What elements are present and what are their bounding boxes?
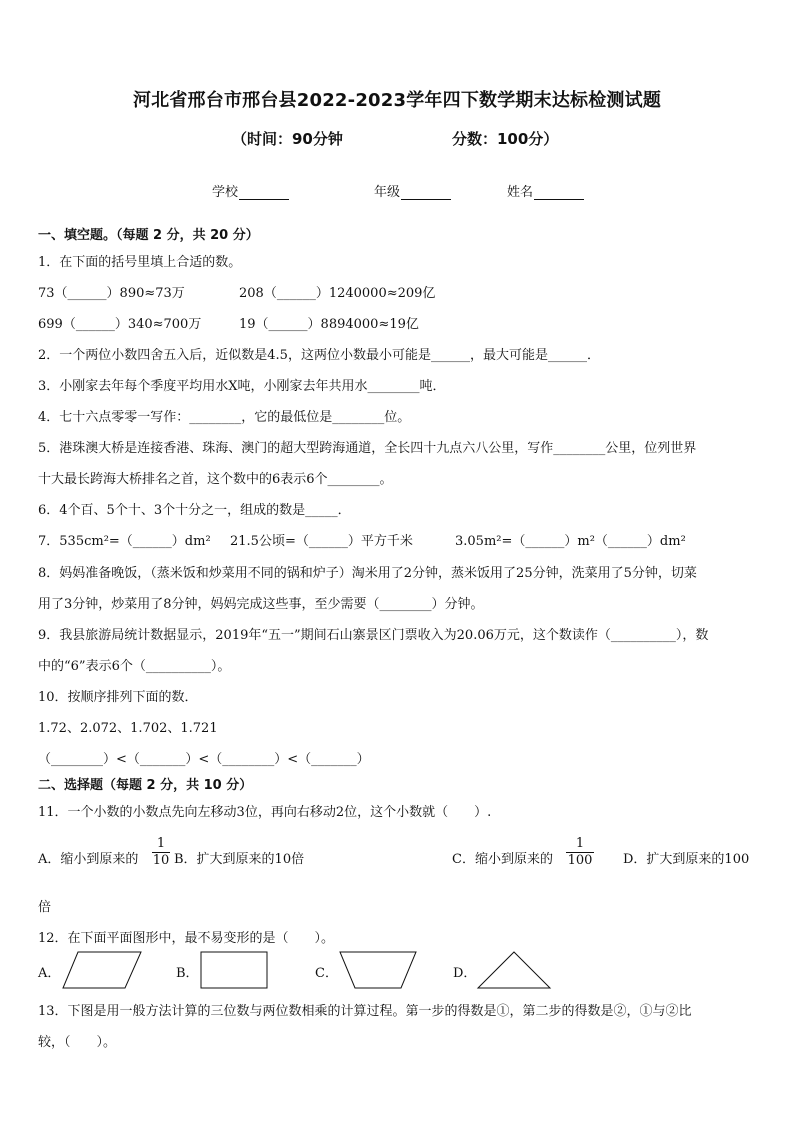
q11-option-c: C．缩小到原来的 (452, 852, 553, 867)
grade-blank (401, 187, 451, 200)
q11-option-a: A．缩小到原来的 (38, 852, 139, 867)
q1-item-a: 73（______）890≈73万 (38, 286, 185, 301)
q13-line1: 13．下图是用一般方法计算的三位数与两位数相乘的计算过程。第一步的得数是①，第二步的得数是②，①与②比 (38, 1004, 692, 1019)
section2-heading: 二、选择题（每题 2 分，共 10 分） (38, 778, 253, 793)
q12-option-b: B． (176, 966, 199, 981)
rectangle-icon (200, 951, 268, 989)
parallelogram-icon (62, 951, 142, 989)
q4: 4．七十六点零零一写作：________，它的最低位是________位。 (38, 410, 411, 425)
school-blank (239, 187, 289, 200)
q1-item-b: 208（______）1240000≈209亿 (239, 286, 436, 301)
q11-option-b: B．扩大到原来的10倍 (174, 852, 305, 867)
name-label: 姓名 (507, 185, 534, 200)
q2: 2．一个两位小数四舍五入后，近似数是4.5，这两位小数最小可能是______，最大可能是______． (38, 348, 600, 363)
q10-numbers: 1.72、2.072、1.702、1.721 (38, 721, 218, 736)
q5-line1: 5．港珠澳大桥是连接香港、珠海、澳门的超大型跨海通道，全长四十九点六八公里，写作________公里，位列世界 (38, 441, 697, 456)
q7-part-b: 21.5公顷=（______）平方千米 (230, 534, 413, 549)
q7-part-c: 3.05m²=（______）m²（______）dm² (455, 534, 686, 549)
q10-stem: 10．按顺序排列下面的数． (38, 690, 198, 705)
q1-stem: 1．在下面的括号里填上合适的数。 (38, 255, 242, 270)
q8-line1: 8．妈妈准备晚饭，（蒸米饭和炒菜用不同的锅和炉子）淘米用了2分钟，蒸米饭用了25分钟，洗菜用了5分钟，切菜 (38, 566, 697, 581)
name-field (507, 181, 584, 200)
q11-option-d-continued: 倍 (38, 900, 52, 915)
q6: 6．4个百、5个十、3个十分之一，组成的数是_____． (38, 503, 351, 518)
fraction-denominator: 100 (567, 853, 593, 868)
score-label: 分数：100分） (452, 130, 559, 148)
q12-option-c: C． (315, 966, 338, 981)
q8-line2: 用了3分钟，炒菜用了8分钟，妈妈完成这些事，至少需要（________）分钟。 (38, 597, 484, 612)
page-title: 河北省邢台市邢台县2022-2023学年四下数学期末达标检测试题 (132, 90, 662, 111)
q11-option-d: D．扩大到原来的100 (623, 852, 750, 867)
q12-option-a: A． (38, 966, 61, 981)
q3: 3．小刚家去年每个季度平均用水X吨，小刚家去年共用水________吨． (38, 379, 446, 394)
q13-line2: 较，（ ）。 (38, 1035, 117, 1050)
q1-item-c: 699（______）340≈700万 (38, 317, 202, 332)
q11-stem: 11．一个小数的小数点先向左移动3位，再向右移动2位，这个小数就（ ）. (38, 805, 492, 820)
q11-option-c-fraction (566, 836, 594, 869)
q5-line2: 十大最长跨海大桥排名之首，这个数中的6表示6个________。 (38, 472, 393, 487)
trapezoid-icon (339, 951, 417, 989)
fraction-numerator: 1 (566, 836, 594, 853)
name-blank (534, 187, 584, 200)
triangle-icon (477, 951, 551, 989)
q11-option-a-fraction (152, 836, 170, 869)
grade-field (374, 181, 451, 200)
grade-label: 年级 (374, 185, 401, 200)
q7-part-a: 7．535cm²=（______）dm² (38, 534, 211, 549)
section1-heading: 一、填空题。（每题 2 分，共 20 分） (38, 228, 259, 243)
q1-item-d: 19（______）8894000≈19亿 (239, 317, 419, 332)
school-label: 学校 (212, 185, 239, 200)
q10-order: （________）<（_______）<（________）<（_______） (38, 752, 370, 767)
fraction-denominator: 10 (152, 853, 170, 868)
time-label: （时间：90分钟 (232, 130, 343, 148)
school-field (212, 181, 289, 200)
q12-stem: 12．在下面平面图形中，最不易变形的是（ ）。 (38, 931, 335, 946)
q9-line2: 中的“6”表示6个（__________）。 (38, 659, 231, 674)
fraction-numerator: 1 (152, 836, 170, 853)
q9-line1: 9．我县旅游局统计数据显示，2019年“五一”期间石山寨景区门票收入为20.06万元，这个数读作（__________），数 (38, 628, 709, 643)
q12-option-d: D． (453, 966, 477, 981)
